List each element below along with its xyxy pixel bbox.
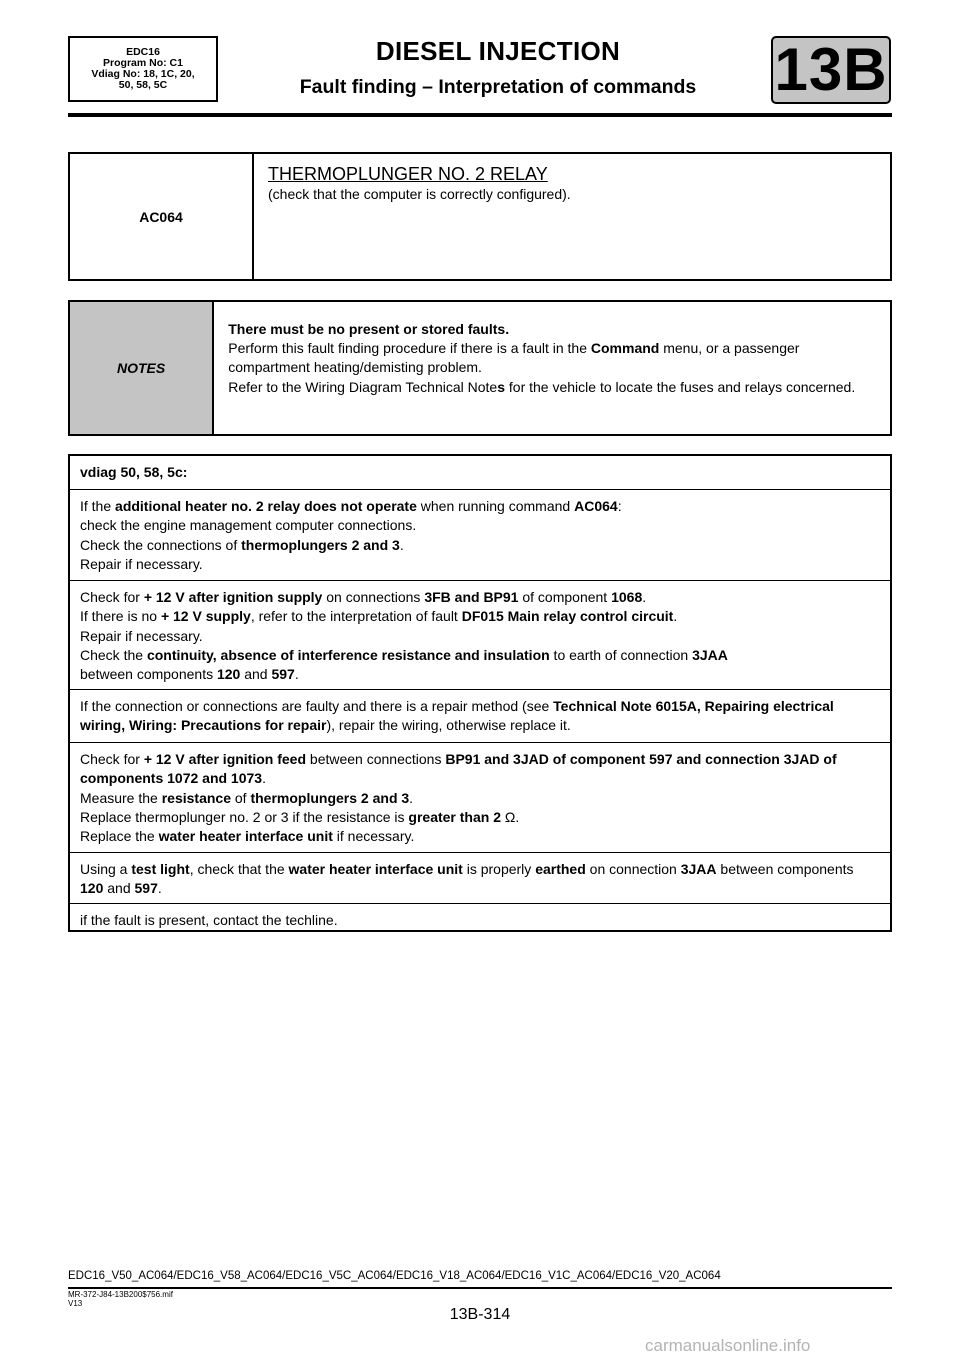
- command-body: [254, 154, 585, 279]
- procedure-step-2: Check for + 12 V after ignition supply on connections 3FB and BP91 of component 1068. If there is no + 12 V supply, refer to the interpretation of fault DF015 Main relay control circuit. Repair if necessary. Check the continuity, absence of interference resistance and insulation to earth of connection 3JAA between components 120 and 597.: [70, 580, 890, 689]
- procedure-box: [68, 454, 892, 932]
- engine-label: EDC16: [126, 46, 160, 58]
- header-divider: [68, 113, 892, 117]
- notes-box: [68, 300, 892, 436]
- vdiag-label-2: 50, 58, 5C: [118, 79, 168, 91]
- page-number: 13B-314: [449, 1306, 511, 1323]
- notes-line-2: Perform this fault finding procedure if there is a fault in the Command menu, or a passenger compartment heating/demisting problem.: [228, 340, 800, 376]
- command-box: [68, 152, 892, 281]
- document-title: DIESEL INJECTION: [375, 36, 621, 66]
- notes-line-3: Refer to the Wiring Diagram Technical Notes for the vehicle to locate the fuses and relays concerned.: [228, 378, 856, 395]
- procedure-step-5: Using a test light, check that the water heater interface unit is properly earthed on connection 3JAA between components 120 and 597.: [70, 852, 890, 903]
- watermark: carmanualsonline.info: [645, 1336, 811, 1355]
- notes-line-1: There must be no present or stored faults.: [228, 321, 510, 337]
- command-title: THERMOPLUNGER NO. 2 RELAY: [268, 164, 548, 184]
- procedure-step-4: Check for + 12 V after ignition feed between connections BP91 and 3JAD of component 597 and connection 3JAD of components 1072 and 1073. Measure the resistance of thermoplungers 2 and 3. Replace thermoplunger no. 2 or 3 if the resistance is greater than 2 Ω. Replace the water heater interface unit if necessary.: [70, 742, 890, 852]
- procedure-step-6: if the fault is present, contact the techline.: [70, 903, 890, 930]
- document-subtitle: Fault finding – Interpretation of commands: [299, 76, 697, 98]
- procedure-step-3: If the connection or connections are faulty and there is a repair method (see Technical Note 6015A, Repairing electrical wiring, Wiring: Precautions for repair), repair the wiring, otherwise replace it.: [70, 689, 890, 742]
- program-label: Program No: C1: [103, 57, 183, 69]
- procedure-heading: vdiag 50, 58, 5c:: [80, 464, 188, 480]
- version-label: V13: [68, 1299, 83, 1308]
- notes-label: NOTES: [70, 302, 214, 434]
- command-description: (check that the computer is correctly configured).: [268, 186, 571, 202]
- document-references: EDC16_V50_AC064/EDC16_V58_AC064/EDC16_V5C_AC064/EDC16_V18_AC064/EDC16_V1C_AC064/EDC16_V20_AC064: [68, 1270, 721, 1282]
- command-code: AC064: [70, 154, 254, 279]
- section-code-badge: 13B: [771, 36, 891, 104]
- notes-body: [214, 302, 890, 434]
- manual-code: MR-372-J84-13B200$756.mif: [68, 1290, 173, 1299]
- procedure-step-1: If the additional heater no. 2 relay does not operate when running command AC064: check the engine management computer connections. Check the connections of thermoplungers 2 and 3. Repair if necessary.: [70, 489, 890, 580]
- footer-divider: [68, 1287, 892, 1289]
- vdiag-label-1: Vdiag No: 18, 1C, 20,: [91, 68, 195, 80]
- vehicle-info-box: [68, 36, 218, 102]
